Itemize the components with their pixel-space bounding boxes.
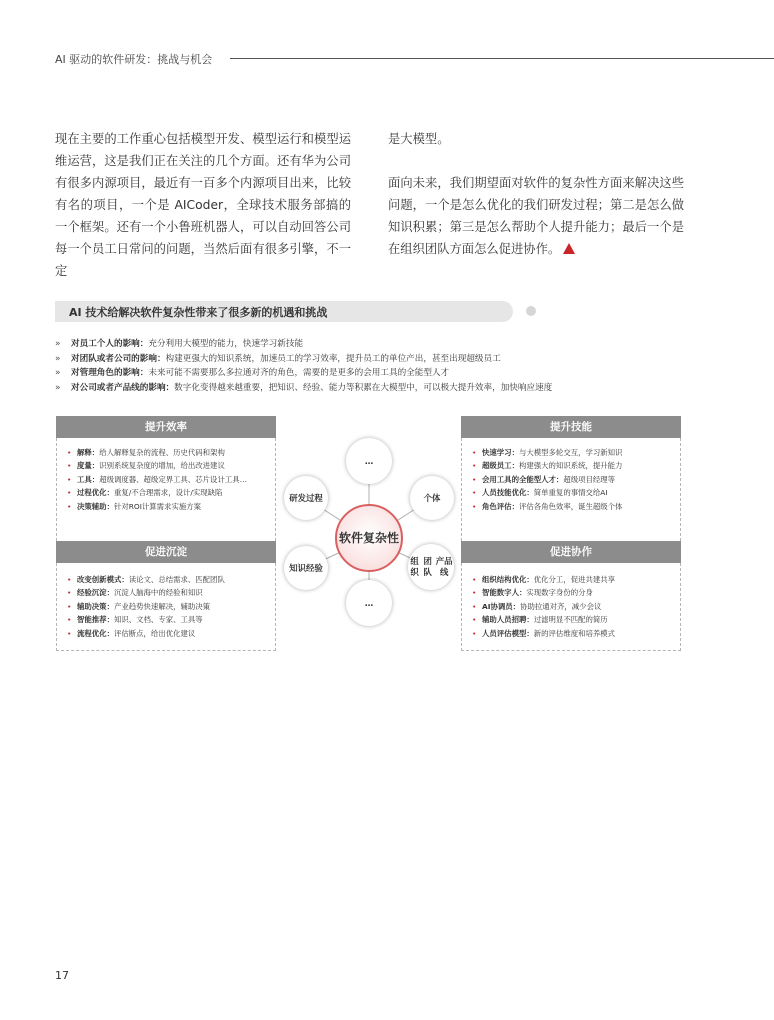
panel-item: • 改变创新模式：读论文、总结需求、匹配团队 xyxy=(67,573,267,586)
panel-item: • 人员技能优化：简单重复的事情交给AI xyxy=(472,486,672,499)
complexity-hub-diagram xyxy=(278,434,460,634)
panel-item: • 流程优化：评估断点，给出优化建议 xyxy=(67,627,267,640)
node-org-team-product: 组织 团队 产品线 xyxy=(408,544,454,590)
panel-item: • 决策辅助：针对ROI计算需求实施方案 xyxy=(67,500,267,513)
header-rule xyxy=(230,58,774,59)
double-chevron-icon: » xyxy=(55,368,61,378)
banner-dot-icon xyxy=(526,306,536,316)
node-software-complexity: 软件 复杂性 xyxy=(335,504,403,572)
header-title: AI 驱动的软件研发：挑战与机会 xyxy=(55,53,213,66)
panel-item: • 解释：给人解释复杂的流程、历史代码和架构 xyxy=(67,446,267,459)
node-more-bottom: … xyxy=(346,580,392,626)
double-chevron-icon: » xyxy=(55,353,61,364)
impact-bullet: » 对员工个人的影响：充分利用大模型的能力，快速学习新技能 xyxy=(55,339,304,349)
panel-item: • 人员评估模型：新的评估维度和培养模式 xyxy=(472,627,672,640)
panel-item: • 度量：识别系统复杂度的增加，给出改进建议 xyxy=(67,459,267,472)
body-column-right xyxy=(388,128,684,260)
panel-item: • 智能推荐：知识、文档、专家、工具等 xyxy=(67,613,267,626)
double-chevron-icon: » xyxy=(55,339,61,349)
panel-item: • 辅助决策：产业趋势快速解决，辅助决策 xyxy=(67,600,267,613)
panel-item: • 经验沉淀：沉淀人脑海中的经验和知识 xyxy=(67,586,267,599)
section-banner-title: AI 技术给解决软件复杂性带来了很多新的机遇和挑战 xyxy=(69,306,328,319)
panel-efficiency xyxy=(56,416,276,546)
node-rd-process: 研发 过程 xyxy=(284,476,328,520)
panel-item: • 辅助人员招聘：过滤明显不匹配的简历 xyxy=(472,613,672,626)
body-column-left xyxy=(55,128,351,282)
impact-bullet: » 对团队或者公司的影响：构建更强大的知识系统，加速员工的学习效率，提升员工的单位产出，甚至出现超级员工 xyxy=(55,353,501,364)
panel-knowledge xyxy=(56,541,276,651)
panel-item: • AI协调员：协助拉通对齐，减少会议 xyxy=(472,600,672,613)
panel-title: 提升技能 xyxy=(461,416,681,438)
panel-item: • 工具：超级调度器、超级定界工具、芯片设计工具… xyxy=(67,473,267,486)
page-number: 17 xyxy=(55,969,69,982)
panel-item: • 组织结构优化：优化分工，促进共建共享 xyxy=(472,573,672,586)
body-paragraph: 面向未来，我们期望面对软件的复杂性方面来解决这些问题，一个是怎么优化的我们研发过程；第二是怎么做知识积累；第三是怎么帮助个人提升能力；最后一个是在组织团队方面怎么促进协作。 xyxy=(388,176,684,256)
panel-item: • 快速学习：与大模型多轮交互，学习新知识 xyxy=(472,446,672,459)
impact-bullet: » 对管理角色的影响：未来可能不需要那么多拉通对齐的角色，需要的是更多的会用工具的全能型人才 xyxy=(55,368,450,378)
panel-item: • 角色评估：评估各角色效率，诞生超级个体 xyxy=(472,500,672,513)
panel-item: • 智能数字人：实现数字身份的分身 xyxy=(472,586,672,599)
panel-item: • 会用工具的全能型人才：超级项目经理等 xyxy=(472,473,672,486)
body-paragraph: 现在主要的工作重心包括模型开发、模型运行和模型运维运营，这是我们正在关注的几个方面。还有华为公司有很多内源项目，最近有一百多个内源项目出来，比较有名的项目，一个是 AICoder，全球技术服务部搞的一个框架。还有一个小鲁班机器人，可以自动回答公司每一个员工日常问的问题，当然后面有很多引擎，不一定 xyxy=(55,132,351,278)
panel-skills xyxy=(461,416,681,546)
node-more-top: … xyxy=(346,438,392,484)
end-of-article-triangle-icon xyxy=(563,243,575,254)
panel-title: 提升效率 xyxy=(56,416,276,438)
panel-title: 促进沉淀 xyxy=(56,541,276,563)
node-knowledge-experience: 知识 经验 xyxy=(284,546,328,590)
panel-title: 促进协作 xyxy=(461,541,681,563)
impact-bullet: » 对公司或者产品线的影响：数字化变得越来越重要，把知识、经验、能力等积累在大模型中，可以极大提升效率，加快响应速度 xyxy=(55,382,553,393)
section-banner xyxy=(55,301,513,322)
panel-item: • 过程优化：重复/不合理需求，设计/实现缺陷 xyxy=(67,486,267,499)
double-chevron-icon: » xyxy=(55,382,61,393)
node-individual: 个体 xyxy=(410,476,454,520)
panel-item: • 超级员工：构建强大的知识系统，提升能力 xyxy=(472,459,672,472)
impact-bullet-list xyxy=(55,337,715,395)
body-paragraph: 是大模型。 xyxy=(388,132,450,146)
panel-collaboration xyxy=(461,541,681,651)
